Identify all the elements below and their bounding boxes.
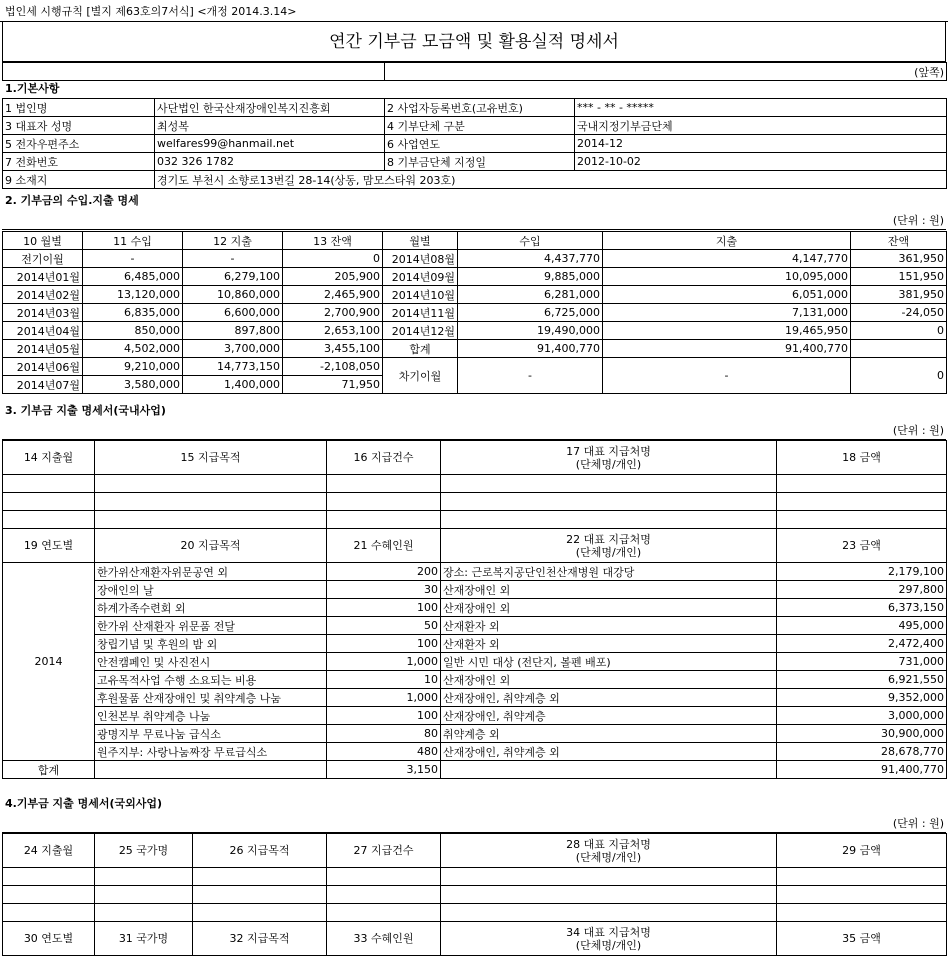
balance-cell: 361,950 bbox=[851, 250, 947, 268]
column-header: 30 연도별 bbox=[3, 922, 95, 956]
income-cell: 6,281,000 bbox=[458, 286, 603, 304]
carry-expense-cell: - bbox=[603, 358, 851, 394]
purpose-cell: 하계가족수련회 외 bbox=[95, 599, 327, 617]
purpose-cell: 후원물품 산재장애인 및 취약계층 나눔 bbox=[95, 689, 327, 707]
address-value: 경기도 부천시 소향로13번길 28-14(상동, 맘모스타워 203호) bbox=[155, 171, 947, 189]
purpose-cell: 한가위 산재환자 위문품 전달 bbox=[95, 617, 327, 635]
count-cell: 50 bbox=[327, 617, 441, 635]
amount-cell: 731,000 bbox=[777, 653, 947, 671]
field-value: 2012-10-02 bbox=[575, 153, 947, 171]
payee-cell: 산재장애인 외 bbox=[441, 599, 777, 617]
purpose-cell: 안전캠페인 및 사진전시 bbox=[95, 653, 327, 671]
count-cell: 200 bbox=[327, 563, 441, 581]
column-header: 14 지출월 bbox=[3, 441, 95, 475]
basic-info-row bbox=[3, 99, 947, 117]
month-cell: 2014년11월 bbox=[383, 304, 458, 322]
amount-cell: 6,373,150 bbox=[777, 599, 947, 617]
column-header: 11 수입 bbox=[83, 232, 183, 250]
expense-cell: 10,860,000 bbox=[183, 286, 283, 304]
expense-cell: 1,400,000 bbox=[183, 376, 283, 394]
domestic-row bbox=[3, 653, 947, 671]
income-row bbox=[3, 358, 947, 376]
income-unit-row bbox=[2, 211, 946, 230]
amount-cell: 495,000 bbox=[777, 617, 947, 635]
page-side-label: (앞쪽) bbox=[385, 63, 947, 81]
empty-cell bbox=[3, 475, 95, 493]
count-cell: 1,000 bbox=[327, 689, 441, 707]
column-header: 18 금액 bbox=[777, 441, 947, 475]
amount-cell: 2,179,100 bbox=[777, 563, 947, 581]
field-label: 2 사업자등록번호(고유번호) bbox=[385, 99, 575, 117]
basic-info-row bbox=[3, 171, 947, 189]
carry-balance-cell: 0 bbox=[851, 358, 947, 394]
empty-cell bbox=[95, 761, 327, 779]
field-value: *** - ** - ***** bbox=[575, 99, 947, 117]
count-cell: 100 bbox=[327, 707, 441, 725]
total-amount: 91,400,770 bbox=[777, 761, 947, 779]
empty-row bbox=[3, 493, 947, 511]
income-table bbox=[2, 231, 947, 394]
income-cell: 3,580,000 bbox=[83, 376, 183, 394]
balance-cell: 381,950 bbox=[851, 286, 947, 304]
income-cell: 9,885,000 bbox=[458, 268, 603, 286]
empty-cell bbox=[3, 493, 95, 511]
domestic-row bbox=[3, 707, 947, 725]
basic-info-row bbox=[3, 153, 947, 171]
domestic-row bbox=[3, 599, 947, 617]
empty-cell bbox=[95, 868, 193, 886]
empty-row bbox=[3, 475, 947, 493]
month-cell: 2014년10월 bbox=[383, 286, 458, 304]
column-header: 15 지급목적 bbox=[95, 441, 327, 475]
empty-cell bbox=[441, 761, 777, 779]
column-header: 19 연도별 bbox=[3, 529, 95, 563]
payee-cell: 일반 시민 대상 (전단지, 볼펜 배포) bbox=[441, 653, 777, 671]
balance-cell: -2,108,050 bbox=[283, 358, 383, 376]
income-row bbox=[3, 322, 947, 340]
balance-cell: 0 bbox=[283, 250, 383, 268]
balance-cell: 0 bbox=[851, 322, 947, 340]
empty-cell bbox=[95, 886, 193, 904]
column-header: 31 국가명 bbox=[95, 922, 193, 956]
field-value: 032 326 1782 bbox=[155, 153, 385, 171]
empty-cell bbox=[777, 493, 947, 511]
empty-row bbox=[3, 868, 947, 886]
income-cell: 9,210,000 bbox=[83, 358, 183, 376]
income-unit: (단위 : 원) bbox=[2, 211, 946, 229]
empty-cell bbox=[441, 886, 777, 904]
column-header: 12 지출 bbox=[183, 232, 283, 250]
month-cell: 2014년02월 bbox=[3, 286, 83, 304]
page-title: 연간 기부금 모금액 및 활용실적 명세서 bbox=[2, 22, 946, 62]
column-header: 28 대표 지급처명 (단체명/개인) bbox=[441, 834, 777, 868]
column-header: 35 금액 bbox=[777, 922, 947, 956]
domestic-row bbox=[3, 743, 947, 761]
empty-cell bbox=[193, 868, 327, 886]
column-header: 지출 bbox=[603, 232, 851, 250]
basic-info-table bbox=[2, 98, 947, 189]
form-reference bbox=[0, 0, 948, 22]
field-label: 3 대표자 성명 bbox=[3, 117, 155, 135]
basic-info-row bbox=[3, 117, 947, 135]
empty-cell bbox=[441, 475, 777, 493]
payee-cell: 산재장애인, 취약계층 bbox=[441, 707, 777, 725]
expense-cell: 4,147,770 bbox=[603, 250, 851, 268]
carry-month-cell: 차기이월 bbox=[383, 358, 458, 394]
column-header: 32 지급목적 bbox=[193, 922, 327, 956]
income-cell: 4,502,000 bbox=[83, 340, 183, 358]
expense-cell: 6,600,000 bbox=[183, 304, 283, 322]
column-header: 26 지급목적 bbox=[193, 834, 327, 868]
income-cell: 13,120,000 bbox=[83, 286, 183, 304]
empty-cell bbox=[777, 511, 947, 529]
column-header: 17 대표 지급처명 (단체명/개인) bbox=[441, 441, 777, 475]
empty-cell bbox=[3, 511, 95, 529]
empty-cell bbox=[441, 493, 777, 511]
empty-cell bbox=[95, 904, 193, 922]
payee-cell: 산재환자 외 bbox=[441, 635, 777, 653]
empty-cell bbox=[3, 868, 95, 886]
overseas-header-row bbox=[3, 834, 947, 868]
column-header: 월별 bbox=[383, 232, 458, 250]
form-reference-text: 법인세 시행규칙 [별지 제63호의7서식] <개정 2014.3.14> bbox=[5, 5, 297, 18]
count-cell: 100 bbox=[327, 599, 441, 617]
purpose-cell: 장애인의 날 bbox=[95, 581, 327, 599]
count-cell: 30 bbox=[327, 581, 441, 599]
field-label: 9 소재지 bbox=[3, 171, 155, 189]
column-header: 잔액 bbox=[851, 232, 947, 250]
column-header: 21 수혜인원 bbox=[327, 529, 441, 563]
expense-cell: - bbox=[183, 250, 283, 268]
income-row bbox=[3, 268, 947, 286]
field-value: 국내지정기부금단체 bbox=[575, 117, 947, 135]
field-value: 사단법인 한국산재장애인복지진흥회 bbox=[155, 99, 385, 117]
column-header: 10 월별 bbox=[3, 232, 83, 250]
balance-cell: -24,050 bbox=[851, 304, 947, 322]
payee-cell: 산재장애인, 취약계층 외 bbox=[441, 689, 777, 707]
expense-cell: 7,131,000 bbox=[603, 304, 851, 322]
expense-cell: 19,465,950 bbox=[603, 322, 851, 340]
income-row bbox=[3, 286, 947, 304]
empty-row bbox=[3, 511, 947, 529]
overseas-table bbox=[2, 833, 947, 956]
payee-cell: 장소: 근로복지공단인천산재병원 대강당 bbox=[441, 563, 777, 581]
empty-row bbox=[3, 886, 947, 904]
income-cell: 850,000 bbox=[83, 322, 183, 340]
column-header: 수입 bbox=[458, 232, 603, 250]
balance-cell: 3,455,100 bbox=[283, 340, 383, 358]
expense-cell: 6,279,100 bbox=[183, 268, 283, 286]
count-cell: 480 bbox=[327, 743, 441, 761]
field-value: welfares99@hanmail.net bbox=[155, 135, 385, 153]
empty-cell bbox=[327, 886, 441, 904]
empty-cell bbox=[327, 475, 441, 493]
balance-cell: 71,950 bbox=[283, 376, 383, 394]
domestic-header-row bbox=[3, 529, 947, 563]
month-cell: 2014년05월 bbox=[3, 340, 83, 358]
payee-cell: 산재장애인, 취약계층 외 bbox=[441, 743, 777, 761]
month-cell: 2014년01월 bbox=[3, 268, 83, 286]
payee-cell: 취약계층 외 bbox=[441, 725, 777, 743]
column-header: 27 지급건수 bbox=[327, 834, 441, 868]
carry-income-cell: - bbox=[458, 358, 603, 394]
overseas-unit-row bbox=[2, 814, 946, 833]
field-label: 7 전화번호 bbox=[3, 153, 155, 171]
empty-cell bbox=[95, 475, 327, 493]
amount-cell: 297,800 bbox=[777, 581, 947, 599]
domestic-row bbox=[3, 581, 947, 599]
count-cell: 100 bbox=[327, 635, 441, 653]
overseas-header-row bbox=[3, 922, 947, 956]
amount-cell: 3,000,000 bbox=[777, 707, 947, 725]
domestic-row bbox=[3, 563, 947, 581]
balance-cell: 2,700,900 bbox=[283, 304, 383, 322]
purpose-cell: 한가위산재환자위문공연 외 bbox=[95, 563, 327, 581]
purpose-cell: 인천본부 취약계층 나눔 bbox=[95, 707, 327, 725]
month-cell: 전기이월 bbox=[3, 250, 83, 268]
domestic-table bbox=[2, 440, 947, 779]
month-cell: 2014년03월 bbox=[3, 304, 83, 322]
balance-cell: 205,900 bbox=[283, 268, 383, 286]
column-header: 20 지급목적 bbox=[95, 529, 327, 563]
total-label: 합계 bbox=[3, 761, 95, 779]
domestic-header-row bbox=[3, 441, 947, 475]
expense-cell: 10,095,000 bbox=[603, 268, 851, 286]
count-cell: 80 bbox=[327, 725, 441, 743]
overseas-unit: (단위 : 원) bbox=[2, 814, 946, 832]
basic-info-row bbox=[3, 135, 947, 153]
empty-cell bbox=[777, 868, 947, 886]
expense-cell: 6,051,000 bbox=[603, 286, 851, 304]
purpose-cell: 고유목적사업 수행 소요되는 비용 bbox=[95, 671, 327, 689]
month-cell: 2014년07월 bbox=[3, 376, 83, 394]
payee-cell: 산재장애인 외 bbox=[441, 581, 777, 599]
expense-cell: 14,773,150 bbox=[183, 358, 283, 376]
empty-cell bbox=[327, 493, 441, 511]
amount-cell: 9,352,000 bbox=[777, 689, 947, 707]
year-cell: 2014 bbox=[3, 563, 95, 761]
income-row bbox=[3, 304, 947, 322]
empty-cell bbox=[193, 904, 327, 922]
purpose-cell: 창립기념 및 후원의 밤 외 bbox=[95, 635, 327, 653]
empty-cell bbox=[777, 886, 947, 904]
balance-cell: 2,465,900 bbox=[283, 286, 383, 304]
empty-cell bbox=[777, 904, 947, 922]
domestic-unit-row bbox=[2, 421, 946, 440]
empty-row bbox=[3, 904, 947, 922]
income-header-row bbox=[3, 232, 947, 250]
amount-cell: 30,900,000 bbox=[777, 725, 947, 743]
field-label: 1 법인명 bbox=[3, 99, 155, 117]
income-cell: 91,400,770 bbox=[458, 340, 603, 358]
section-income-title: 2. 기부금의 수입.지출 명세 bbox=[5, 194, 139, 207]
empty-cell bbox=[327, 904, 441, 922]
balance-cell bbox=[851, 340, 947, 358]
field-label: 5 전자우편주소 bbox=[3, 135, 155, 153]
field-label: 6 사업연도 bbox=[385, 135, 575, 153]
month-cell: 2014년09월 bbox=[383, 268, 458, 286]
column-header: 23 금액 bbox=[777, 529, 947, 563]
balance-cell: 2,653,100 bbox=[283, 322, 383, 340]
empty-cell bbox=[327, 868, 441, 886]
section-domestic-title: 3. 기부금 지출 명세서(국내사업) bbox=[5, 404, 166, 417]
total-row bbox=[3, 761, 947, 779]
field-label: 8 기부금단체 지정일 bbox=[385, 153, 575, 171]
column-header: 29 금액 bbox=[777, 834, 947, 868]
income-cell: 19,490,000 bbox=[458, 322, 603, 340]
domestic-row bbox=[3, 635, 947, 653]
domestic-row bbox=[3, 671, 947, 689]
column-header: 33 수혜인원 bbox=[327, 922, 441, 956]
income-row bbox=[3, 250, 947, 268]
domestic-row bbox=[3, 617, 947, 635]
domestic-unit: (단위 : 원) bbox=[2, 421, 946, 439]
empty-cell bbox=[777, 475, 947, 493]
balance-cell: 151,950 bbox=[851, 268, 947, 286]
count-cell: 10 bbox=[327, 671, 441, 689]
income-cell: 6,725,000 bbox=[458, 304, 603, 322]
empty-cell bbox=[3, 904, 95, 922]
column-header: 24 지출월 bbox=[3, 834, 95, 868]
column-header: 16 지급건수 bbox=[327, 441, 441, 475]
empty-cell bbox=[95, 511, 327, 529]
empty-cell bbox=[193, 886, 327, 904]
column-header: 25 국가명 bbox=[95, 834, 193, 868]
income-row bbox=[3, 340, 947, 358]
empty-cell bbox=[327, 511, 441, 529]
total-count: 3,150 bbox=[327, 761, 441, 779]
expense-cell: 897,800 bbox=[183, 322, 283, 340]
payee-cell: 산재환자 외 bbox=[441, 617, 777, 635]
column-header: 34 대표 지급처명 (단체명/개인) bbox=[441, 922, 777, 956]
empty-cell bbox=[441, 868, 777, 886]
amount-cell: 6,921,550 bbox=[777, 671, 947, 689]
amount-cell: 2,472,400 bbox=[777, 635, 947, 653]
payee-cell: 산재장애인 외 bbox=[441, 671, 777, 689]
income-cell: 4,437,770 bbox=[458, 250, 603, 268]
purpose-cell: 광명지부 무료나눔 급식소 bbox=[95, 725, 327, 743]
month-cell: 합계 bbox=[383, 340, 458, 358]
domestic-row bbox=[3, 689, 947, 707]
empty-cell bbox=[441, 511, 777, 529]
column-header: 13 잔액 bbox=[283, 232, 383, 250]
income-cell: 6,485,000 bbox=[83, 268, 183, 286]
month-cell: 2014년06월 bbox=[3, 358, 83, 376]
page-side-row bbox=[2, 62, 947, 81]
month-cell: 2014년08월 bbox=[383, 250, 458, 268]
domestic-row bbox=[3, 725, 947, 743]
field-value: 2014-12 bbox=[575, 135, 947, 153]
purpose-cell: 원주지부: 사랑나눔짜장 무료급식소 bbox=[95, 743, 327, 761]
empty-cell bbox=[3, 886, 95, 904]
expense-cell: 91,400,770 bbox=[603, 340, 851, 358]
section-basic-title: 1.기본사항 bbox=[5, 82, 60, 95]
section-overseas-title: 4.기부금 지출 명세서(국외사업) bbox=[5, 797, 163, 810]
month-cell: 2014년12월 bbox=[383, 322, 458, 340]
income-cell: - bbox=[83, 250, 183, 268]
empty-cell bbox=[441, 904, 777, 922]
month-cell: 2014년04월 bbox=[3, 322, 83, 340]
amount-cell: 28,678,770 bbox=[777, 743, 947, 761]
empty-cell bbox=[95, 493, 327, 511]
income-cell: 6,835,000 bbox=[83, 304, 183, 322]
column-header: 22 대표 지급처명 (단체명/개인) bbox=[441, 529, 777, 563]
expense-cell: 3,700,000 bbox=[183, 340, 283, 358]
count-cell: 1,000 bbox=[327, 653, 441, 671]
field-label: 4 기부단체 구분 bbox=[385, 117, 575, 135]
field-value: 최성복 bbox=[155, 117, 385, 135]
